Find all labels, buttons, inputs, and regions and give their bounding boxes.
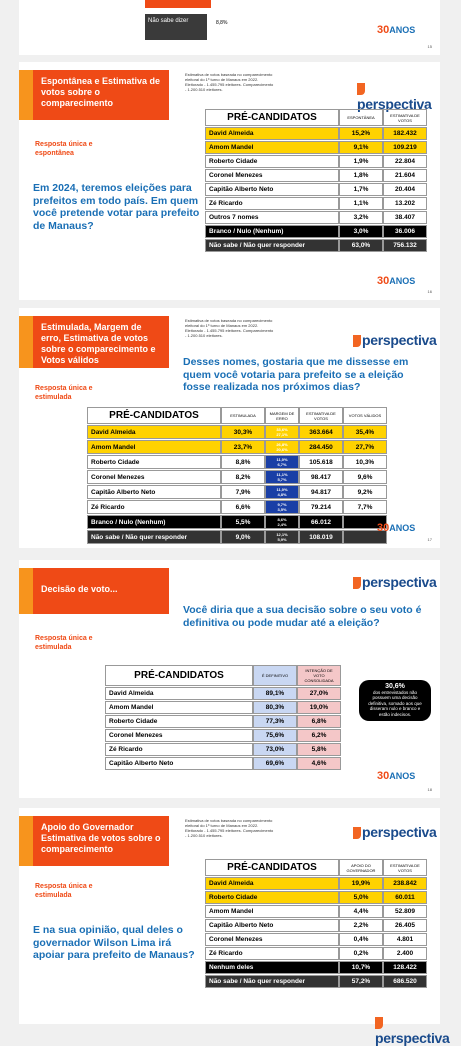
margin-lower: 5,7%	[277, 477, 287, 482]
table-row	[87, 440, 387, 454]
margin-upper: 11,0%	[276, 457, 288, 462]
candidate-name: Roberto Cidade	[87, 455, 221, 469]
candidate-name: Capitão Alberto Neto	[87, 485, 221, 499]
candidate-name: Branco / Nulo (Nenhum)	[205, 225, 339, 238]
candidate-name: David Almeida	[105, 687, 253, 700]
slide-header: Espontânea e Estimativa de votos sobre o comparecimento	[19, 70, 169, 120]
stimulated-pct: 8,2%	[221, 470, 265, 484]
vote-estimate: 238.842	[383, 877, 427, 890]
candidate-name: Não sabe / Não quer responder	[205, 975, 339, 988]
col-header: INTENÇÃO DE VOTO CONSOLIDADA	[297, 665, 341, 686]
col-header: PRÉ-CANDIDATOS	[105, 665, 253, 686]
table-row	[205, 127, 427, 140]
col-header: PRÉ-CANDIDATOS	[205, 109, 339, 126]
error-margin	[265, 530, 299, 544]
col-header: VOTOS VÁLIDOS	[343, 407, 387, 424]
table-row	[205, 947, 427, 960]
stimulated-pct: 5,5%	[221, 515, 265, 529]
bar-value: 8,8%	[216, 20, 228, 26]
question-text: Você diria que a sua decisão sobre o seu voto é definitiva ou pode mudar até a eleição?	[183, 604, 422, 629]
spontaneous-pct: 3,0%	[339, 225, 383, 238]
candidate-name: Amom Mandel	[105, 701, 253, 714]
candidate-name: Zé Ricardo	[205, 197, 339, 210]
col-header: ESTIMATIVA DE VOTOS	[383, 859, 427, 876]
margin-upper: 8,6%	[277, 517, 287, 522]
margin-lower: 27,1%	[276, 432, 288, 437]
margin-upper: 33,6%	[276, 427, 288, 432]
stimulated-pct: 7,9%	[221, 485, 265, 499]
answer-type: Resposta única e estimulada	[35, 385, 93, 401]
table-row	[205, 891, 427, 904]
col-header: ESTIMULADA	[221, 407, 265, 424]
vote-estimate: 26.405	[383, 919, 427, 932]
table-row	[105, 687, 341, 700]
candidate-name: Zé Ricardo	[87, 500, 221, 514]
estimate-note: Estimativa de votos baseada no comparecimento eleitoral do 1º turno de Manaus em 2022. Eleitorado - 1.455.795 eleitores. Comparecimento - 1.200.510 eleitores.	[185, 818, 274, 838]
col-header: ESTIMATIVA DE VOTOS	[383, 109, 427, 126]
table-row	[105, 729, 341, 742]
table-row	[105, 757, 341, 770]
candidate-name: Nenhum deles	[205, 961, 339, 974]
slide-header: Decisão de voto...	[19, 568, 169, 614]
stimulated-pct: 23,7%	[221, 440, 265, 454]
error-margin	[265, 440, 299, 454]
col-header: PRÉ-CANDIDATOS	[87, 407, 221, 424]
table-row	[205, 905, 427, 918]
page-number: 18	[427, 787, 432, 792]
stimulated-pct: 9,0%	[221, 530, 265, 544]
margin-lower: 3,5%	[277, 507, 287, 512]
candidate-name: Coronel Menezes	[205, 933, 339, 946]
valid-votes: 9,6%	[343, 470, 387, 484]
table-row	[205, 933, 427, 946]
estimate-note: Estimativa de votos baseada no comparecimento eleitoral do 1º turno de Manaus em 2022. Eleitorado - 1.455.795 eleitores. Comparecimento - 1.200.510 eleitores.	[185, 72, 274, 92]
definitive-pct: 89,1%	[253, 687, 297, 700]
stimulated-pct: 8,8%	[221, 455, 265, 469]
estimate-note: Estimativa de votos baseada no comparecimento eleitoral do 1º turno de Manaus em 2022. Eleitorado - 1.455.795 eleitores. Comparecimento - 1.200.510 eleitores.	[185, 318, 274, 338]
vote-estimate: 13.202	[383, 197, 427, 210]
margin-lower: 5,9%	[277, 537, 287, 542]
margin-lower: 20,6%	[276, 447, 288, 452]
consolidated-pct: 27,0%	[297, 687, 341, 700]
answer-type: Resposta única e estimulada	[35, 883, 93, 899]
vote-estimate: 38.407	[383, 211, 427, 224]
table-row	[205, 183, 427, 196]
candidate-name: David Almeida	[87, 425, 221, 439]
definitive-pct: 77,3%	[253, 715, 297, 728]
vote-estimate: 686.520	[383, 975, 427, 988]
table-row	[105, 743, 341, 756]
candidate-name: Branco / Nulo (Nenhum)	[87, 515, 221, 529]
candidate-name: Capitão Alberto Neto	[205, 919, 339, 932]
table-row	[205, 211, 427, 224]
table-row	[105, 701, 341, 714]
table-row	[205, 877, 427, 890]
col-header: APOIO DO GOVERNADOR	[339, 859, 383, 876]
vote-estimate: 21.604	[383, 169, 427, 182]
perspectiva-logo: perspectiva	[375, 1014, 450, 1046]
vote-estimate: 22.804	[383, 155, 427, 168]
candidate-name: David Almeida	[205, 127, 339, 140]
margin-lower: 6,7%	[277, 462, 287, 467]
table-row	[105, 715, 341, 728]
stimulated-pct: 6,6%	[221, 500, 265, 514]
vote-estimate: 284.450	[299, 440, 343, 454]
col-header: PRÉ-CANDIDATOS	[205, 859, 339, 876]
vote-estimate: 105.618	[299, 455, 343, 469]
brand-30anos: 30ANOS	[377, 275, 416, 287]
question-text: Desses nomes, gostaria que me dissesse em quem você votaria para prefeito se a eleição fosse realizada nos próximos dias?	[183, 356, 409, 393]
vote-estimate: 363.664	[299, 425, 343, 439]
candidate-name: Capitão Alberto Neto	[205, 183, 339, 196]
margin-lower: 4,8%	[277, 492, 287, 497]
margin-upper: 11,0%	[276, 487, 288, 492]
col-header: É DEFINITIVO	[253, 665, 297, 686]
vote-estimate: 52.809	[383, 905, 427, 918]
question-text: Em 2024, teremos eleições para prefeitos em todo país. Em quem você pretende votar para prefeito de Manaus?	[33, 182, 200, 232]
candidate-name: Zé Ricardo	[105, 743, 253, 756]
decision-table	[105, 664, 341, 771]
error-margin	[265, 500, 299, 514]
table-row	[87, 485, 387, 499]
spontaneous-pct: 1,7%	[339, 183, 383, 196]
definitive-pct: 75,6%	[253, 729, 297, 742]
slide-18	[19, 560, 440, 798]
candidate-name: Não sabe / Não quer responder	[87, 530, 221, 544]
col-header: ESTIMATIVA DE VOTOS	[299, 407, 343, 424]
error-margin	[265, 470, 299, 484]
table-row	[205, 961, 427, 974]
governor-support-pct: 4,4%	[339, 905, 383, 918]
candidate-name: Capitão Alberto Neto	[105, 757, 253, 770]
perspectiva-logo: perspectiva	[357, 80, 440, 112]
margin-upper: 12,1%	[276, 532, 288, 537]
governor-support-pct: 2,2%	[339, 919, 383, 932]
consolidated-pct: 6,2%	[297, 729, 341, 742]
col-header: MARGEM DE ERRO	[265, 407, 299, 424]
spontaneous-pct: 1,1%	[339, 197, 383, 210]
error-margin	[265, 485, 299, 499]
table-row	[87, 455, 387, 469]
governor-support-pct: 0,2%	[339, 947, 383, 960]
candidate-name: David Almeida	[205, 877, 339, 890]
candidate-name: Amom Mandel	[205, 141, 339, 154]
page-number: 15	[427, 44, 432, 49]
undecided-callout	[359, 680, 431, 721]
perspectiva-logo: perspectiva	[353, 332, 437, 348]
valid-votes: 35,4%	[343, 425, 387, 439]
stimulated-pct: 30,3%	[221, 425, 265, 439]
brand-30anos: 30ANOS	[377, 770, 416, 782]
col-header: ESPONTÂNEA	[339, 109, 383, 126]
valid-votes: 27,7%	[343, 440, 387, 454]
table-row	[205, 225, 427, 238]
question-text: E na sua opinião, qual deles o governador Wilson Lima irá apoiar para prefeito de Manaus?	[33, 924, 195, 961]
slide-header: Apoio do Governador Estimativa de votos sobre o comparecimento	[19, 816, 169, 866]
bar-fill	[145, 0, 211, 8]
margin-upper: 11,1%	[276, 472, 288, 477]
valid-votes: 9,2%	[343, 485, 387, 499]
vote-estimate: 756.132	[383, 239, 427, 252]
vote-estimate: 36.006	[383, 225, 427, 238]
spontaneous-pct: 15,2%	[339, 127, 383, 140]
consolidated-pct: 6,8%	[297, 715, 341, 728]
vote-estimate: 182.432	[383, 127, 427, 140]
table-row	[87, 425, 387, 439]
governor-support-pct: 10,7%	[339, 961, 383, 974]
vote-estimate: 2.400	[383, 947, 427, 960]
vote-estimate: 98.417	[299, 470, 343, 484]
candidate-name: Roberto Cidade	[105, 715, 253, 728]
table-row	[87, 515, 387, 529]
slide-header: Estimulada, Margem de erro, Estimativa de votos sobre o comparecimento e Votos válidos	[19, 316, 169, 368]
candidate-name: Coronel Menezes	[205, 169, 339, 182]
spontaneous-pct: 1,8%	[339, 169, 383, 182]
vote-estimate: 128.422	[383, 961, 427, 974]
candidate-name: Roberto Cidade	[205, 155, 339, 168]
table-row	[205, 197, 427, 210]
governor-support-pct: 19,9%	[339, 877, 383, 890]
vote-estimate: 108.019	[299, 530, 343, 544]
error-margin	[265, 425, 299, 439]
margin-lower: 2,4%	[277, 522, 287, 527]
slide-19	[19, 808, 450, 1046]
results-table	[87, 406, 387, 545]
callout-value: 30,6%	[385, 683, 405, 690]
consolidated-pct: 4,6%	[297, 757, 341, 770]
vote-estimate: 20.404	[383, 183, 427, 196]
table-row	[87, 500, 387, 514]
spontaneous-pct: 1,9%	[339, 155, 383, 168]
vote-estimate: 4.801	[383, 933, 427, 946]
spontaneous-pct: 3,2%	[339, 211, 383, 224]
page-number: 16	[427, 289, 432, 294]
vote-estimate: 79.214	[299, 500, 343, 514]
table-row	[87, 530, 387, 544]
vote-estimate: 66.012	[299, 515, 343, 529]
table-row	[205, 141, 427, 154]
candidate-name: Outros 7 nomes	[205, 211, 339, 224]
spontaneous-pct: 63,0%	[339, 239, 383, 252]
results-table	[205, 858, 427, 989]
candidate-name: Roberto Cidade	[205, 891, 339, 904]
candidate-name: Coronel Menezes	[87, 470, 221, 484]
candidate-name: Zé Ricardo	[205, 947, 339, 960]
slide-16	[19, 62, 440, 300]
callout-text: dos entrevistados não possuem uma decisão definitiva, somado aos que disseram nulo e branco e estão indecisos.	[368, 689, 422, 717]
valid-votes: 10,3%	[343, 455, 387, 469]
governor-support-pct: 5,0%	[339, 891, 383, 904]
definitive-pct: 69,6%	[253, 757, 297, 770]
page-number: 17	[427, 537, 432, 542]
definitive-pct: 80,3%	[253, 701, 297, 714]
table-row	[205, 239, 427, 252]
perspectiva-logo: perspectiva	[353, 824, 437, 840]
candidate-name: Não sabe / Não quer responder	[205, 239, 339, 252]
slide-15	[19, 0, 440, 55]
bar-label: Não sabe dizer	[145, 14, 207, 40]
error-margin	[265, 515, 299, 529]
candidate-name: Coronel Menezes	[105, 729, 253, 742]
results-table	[205, 108, 427, 253]
governor-support-pct: 57,2%	[339, 975, 383, 988]
table-row	[205, 169, 427, 182]
table-row	[205, 155, 427, 168]
valid-votes: 7,7%	[343, 500, 387, 514]
error-margin	[265, 455, 299, 469]
answer-type: Resposta única e espontânea	[35, 141, 93, 157]
consolidated-pct: 5,8%	[297, 743, 341, 756]
governor-support-pct: 0,4%	[339, 933, 383, 946]
brand-30anos: 30ANOS	[377, 24, 416, 36]
consolidated-pct: 19,0%	[297, 701, 341, 714]
vote-estimate: 109.219	[383, 141, 427, 154]
spontaneous-pct: 9,1%	[339, 141, 383, 154]
vote-estimate: 94.817	[299, 485, 343, 499]
margin-upper: 9,7%	[277, 502, 287, 507]
table-row	[87, 470, 387, 484]
slide-17	[19, 308, 440, 548]
table-row	[205, 919, 427, 932]
margin-upper: 26,8%	[276, 442, 288, 447]
candidate-name: Amom Mandel	[205, 905, 339, 918]
answer-type: Resposta única e estimulada	[35, 635, 93, 651]
definitive-pct: 73,0%	[253, 743, 297, 756]
vote-estimate: 60.011	[383, 891, 427, 904]
perspectiva-logo: perspectiva	[353, 574, 437, 590]
candidate-name: Amom Mandel	[87, 440, 221, 454]
table-row	[205, 975, 427, 988]
brand-30anos: 30ANOS	[377, 522, 416, 534]
